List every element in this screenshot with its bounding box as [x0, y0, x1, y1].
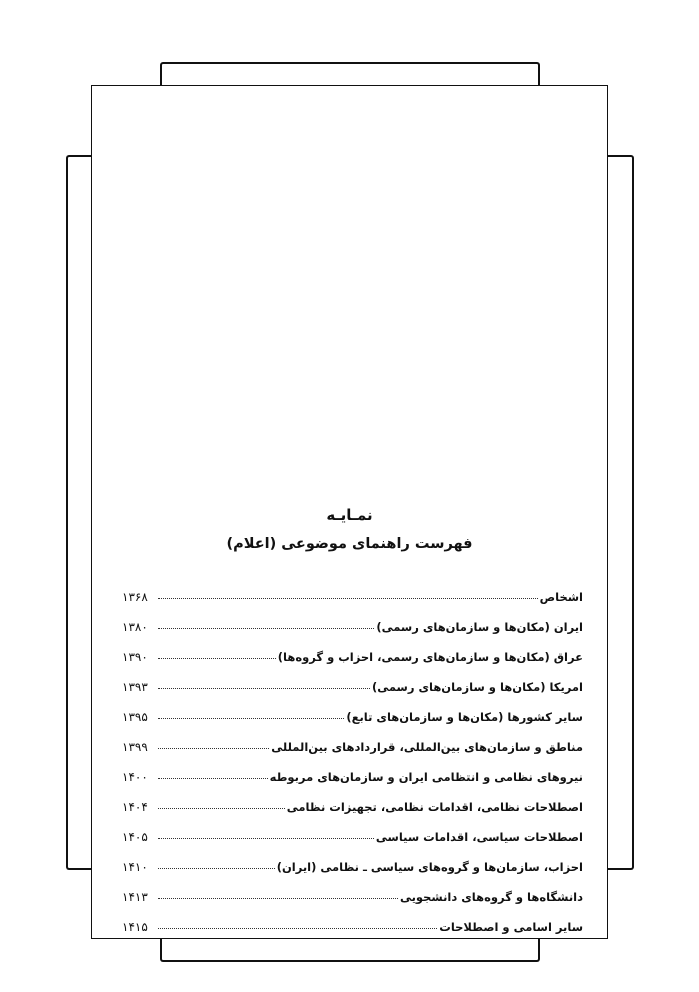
toc-entry[interactable] — [122, 710, 583, 740]
toc-entry-label: مناطق و سازمان‌های بین‌المللی، قراردادهای بین‌المللی — [271, 740, 583, 754]
toc-entry-label: امریکا (مکان‌ها و سازمان‌های رسمی) — [371, 680, 583, 694]
toc-entry[interactable] — [122, 830, 583, 860]
toc-leader-dots — [158, 838, 374, 839]
toc-entry-label: احزاب، سازمان‌ها و گروه‌های سیاسی ـ نظامی (ایران) — [276, 860, 583, 874]
page-border — [91, 85, 608, 939]
toc-entry[interactable] — [122, 800, 583, 830]
toc-leader-dots — [158, 868, 275, 869]
toc-page-number: ۱۴۱۰ — [122, 860, 148, 874]
toc-entry[interactable] — [122, 590, 583, 620]
toc-leader-dots — [158, 898, 398, 899]
toc-page-number: ۱۴۰۰ — [122, 770, 148, 784]
toc-page-number: ۱۳۹۵ — [122, 710, 148, 724]
toc-entry-label: دانشگاه‌ها و گروه‌های دانشجویی — [399, 890, 583, 904]
toc-page-number: ۱۳۹۰ — [122, 650, 148, 664]
toc-leader-dots — [158, 688, 370, 689]
toc-entry[interactable] — [122, 650, 583, 680]
table-of-contents — [122, 590, 583, 950]
toc-leader-dots — [158, 628, 374, 629]
toc-entry-label: سایر اسامی و اصطلاحات — [439, 920, 583, 934]
toc-page-number: ۱۴۱۳ — [122, 890, 148, 904]
toc-entry[interactable] — [122, 920, 583, 950]
toc-entry-label: اصطلاحات سیاسی، اقدامات سیاسی — [375, 830, 583, 844]
toc-entry-label: نیروهای نظامی و انتظامی ایران و سازمان‌های مربوطه — [269, 770, 583, 784]
toc-entry[interactable] — [122, 620, 583, 650]
toc-leader-dots — [158, 748, 269, 749]
toc-entry-label: اشخاص — [539, 590, 583, 604]
toc-leader-dots — [158, 928, 437, 929]
toc-entry[interactable] — [122, 680, 583, 710]
toc-entry[interactable] — [122, 770, 583, 800]
page-title: نمـایـه — [326, 506, 373, 524]
toc-leader-dots — [158, 658, 276, 659]
toc-page-number: ۱۴۰۴ — [122, 800, 148, 814]
toc-leader-dots — [158, 778, 268, 779]
toc-entry-label: عراق (مکان‌ها و سازمان‌های رسمی، احزاب و گروه‌ها) — [277, 650, 583, 664]
toc-leader-dots — [158, 718, 344, 719]
toc-entry-label: سایر کشورها (مکان‌ها و سازمان‌های تابع) — [346, 710, 583, 724]
toc-entry-label: اصطلاحات نظامی، اقدامات نظامی، تجهیزات نظامی — [286, 800, 583, 814]
toc-leader-dots — [158, 598, 538, 599]
toc-entry[interactable] — [122, 860, 583, 890]
page-subtitle: فهرست راهنمای موضوعی (اعلام) — [226, 536, 473, 552]
toc-entry[interactable] — [122, 890, 583, 920]
toc-page-number: ۱۴۱۵ — [122, 920, 148, 934]
toc-entry-label: ایران (مکان‌ها و سازمان‌های رسمی) — [376, 620, 583, 634]
toc-entry[interactable] — [122, 740, 583, 770]
toc-page-number: ۱۳۸۰ — [122, 620, 148, 634]
toc-page-number: ۱۳۶۸ — [122, 590, 148, 604]
toc-leader-dots — [158, 808, 285, 809]
toc-page-number: ۱۳۹۳ — [122, 680, 148, 694]
toc-page-number: ۱۳۹۹ — [122, 740, 148, 754]
toc-page-number: ۱۴۰۵ — [122, 830, 148, 844]
